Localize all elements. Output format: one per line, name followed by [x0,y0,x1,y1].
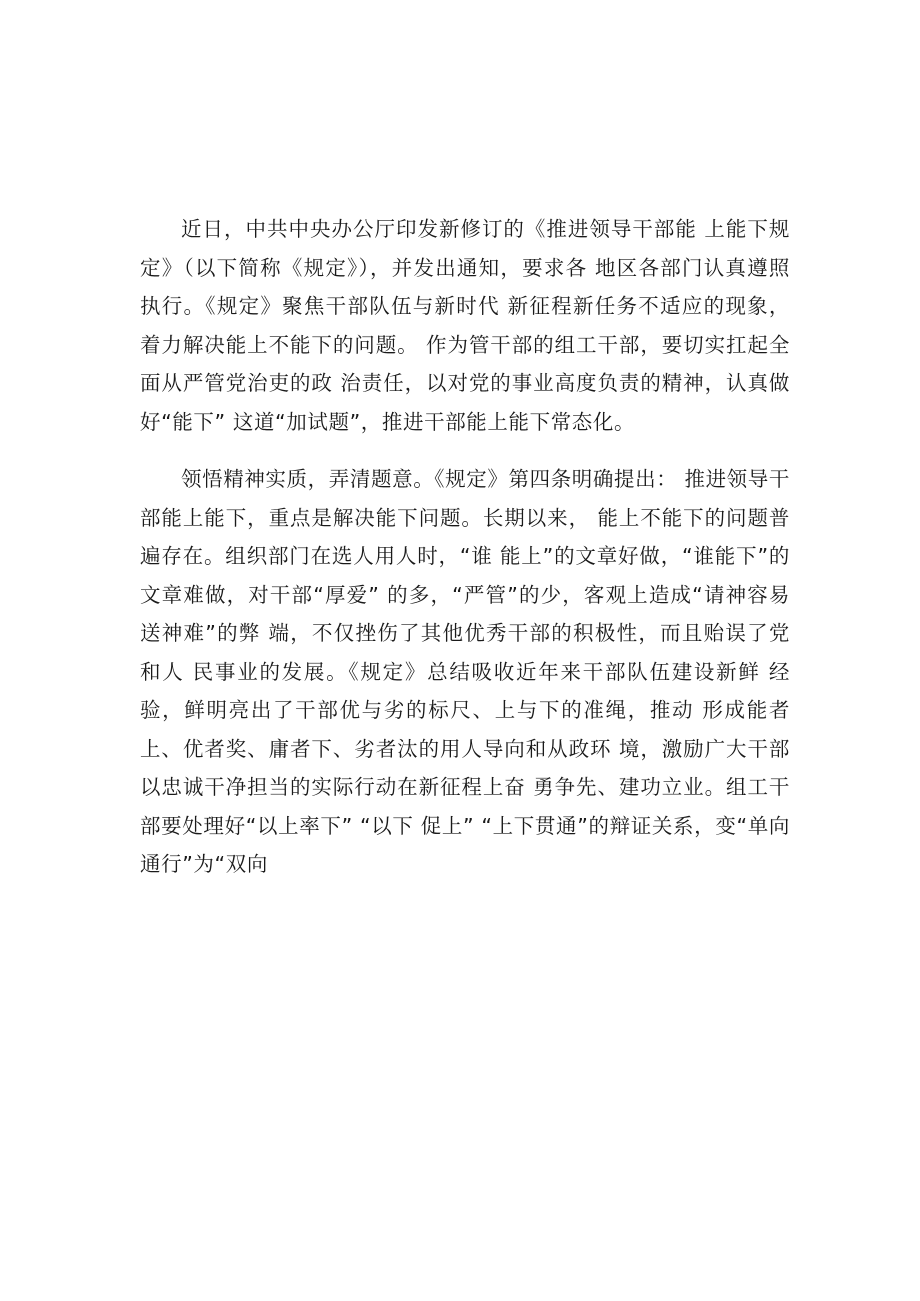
paragraph-2: 领悟精神实质，弄清题意。《规定》第四条明确提出： 推进领导干部能上能下，重点是解决能下问题。长期以来， 能上不能下的问题普遍存在。组织部门在选人用人时，“谁 能上”的文章好做，“谁能下”的文章难做，对干部“厚爱” 的多，“严管”的少，客观上造成“请神容易送神难”的弊 端，不仅挫伤了其他优秀干部的积极性，而且贻误了党和人 民事业的发展。《规定》总结吸收近年来干部队伍建设新鲜 经验，鲜明亮出了干部优与劣的标尺、上与下的准绳，推动 形成能者上、优者奖、庸者下、劣者汰的用人导向和从政环 境，激励广大干部以忠诚干净担当的实际行动在新征程上奋 勇争先、建功立业。组工干部要处理好“以上率下” “以下 促上” “上下贯通”的辩证关系，变“单向通行”为“双向 [140,467,790,876]
document-body [140,210,790,884]
paragraph-1: 近日，中共中央办公厅印发新修订的《推进领导干部能 上能下规定》（以下简称《规定》），并发出通知，要求各 地区各部门认真遵照执行。《规定》聚焦干部队伍与新时代 新征程新任务不适应的现象，着力解决能上不能下的问题。 作为管干部的组工干部，要切实扛起全面从严管党治吏的政 治责任，以对党的事业高度负责的精神，认真做好“能下” 这道“加试题”，推进干部能上能下常态化。 [140,217,790,434]
